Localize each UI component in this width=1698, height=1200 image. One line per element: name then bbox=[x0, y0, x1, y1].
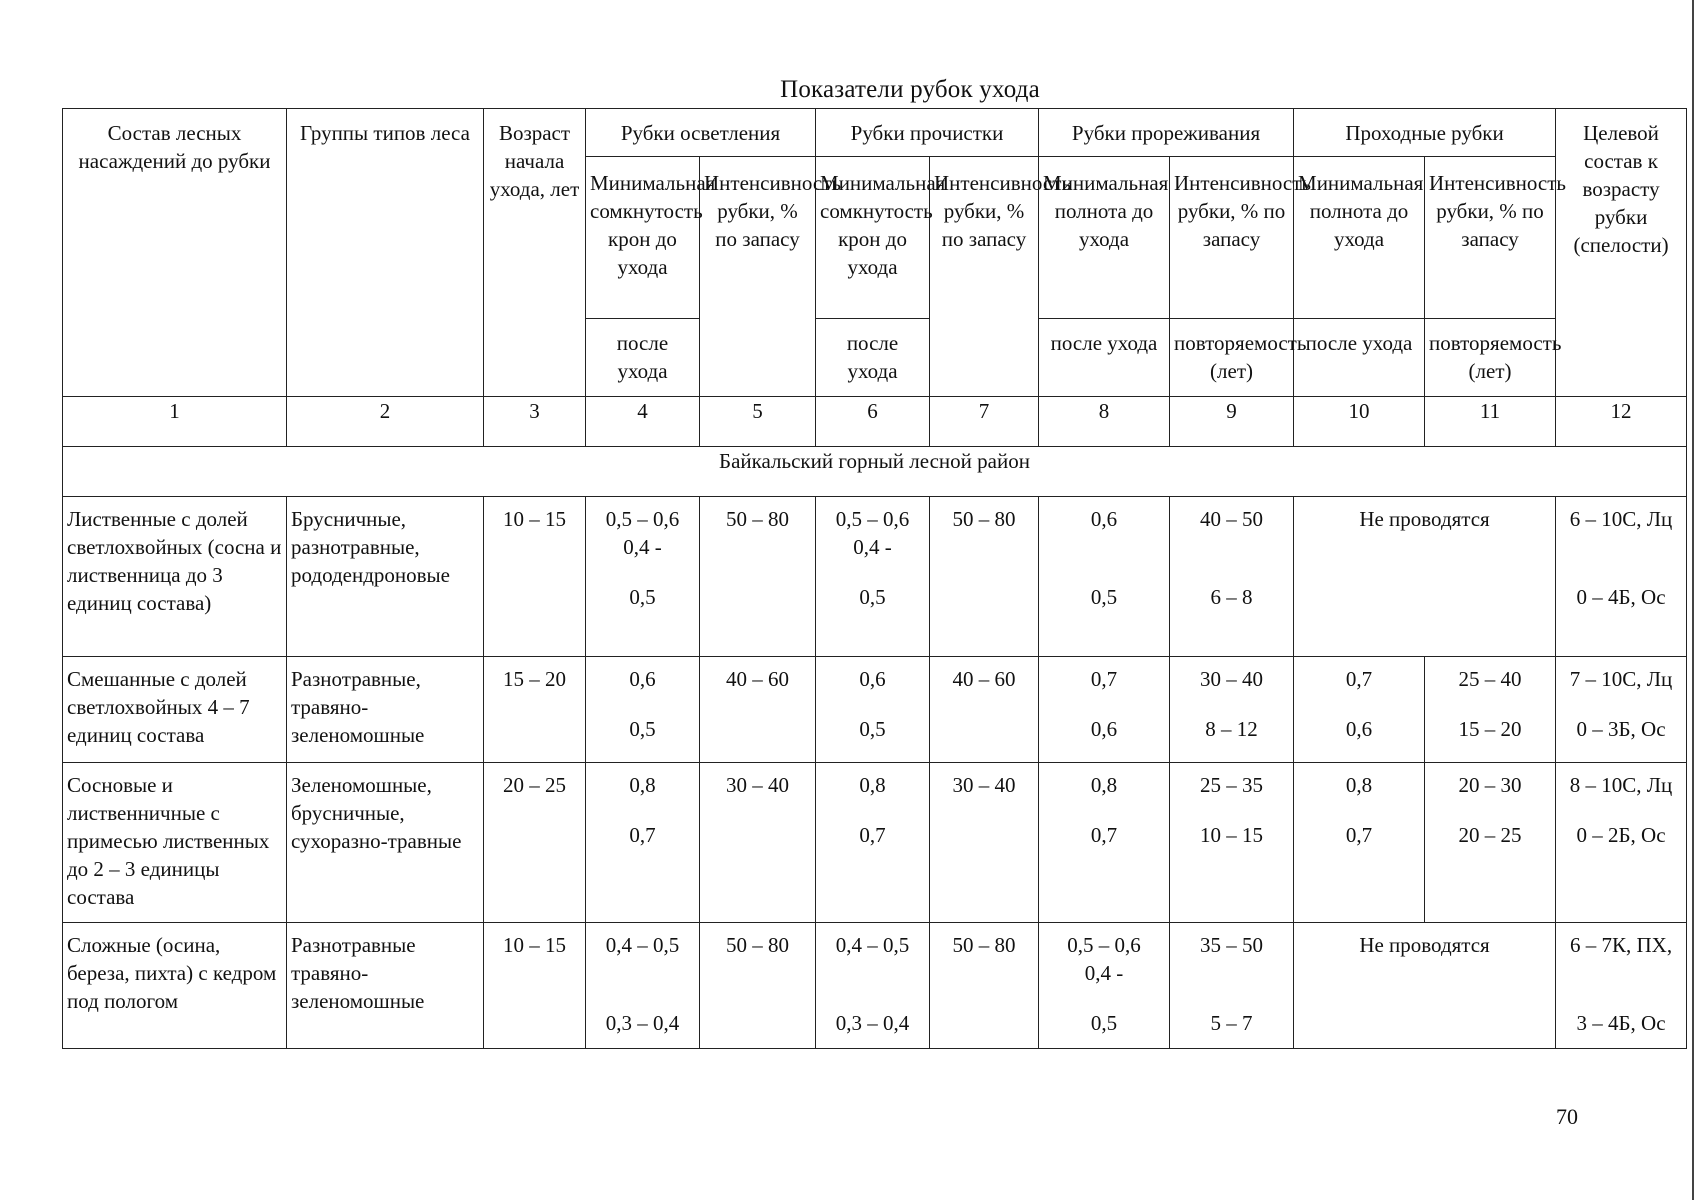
cell-osv-int: 30 – 40 bbox=[700, 763, 816, 923]
header-group-osv: Рубки осветления bbox=[586, 109, 816, 157]
region-heading: Байкальский горный лесной район bbox=[63, 447, 1687, 497]
header-prorezh-after: после ухода bbox=[1039, 319, 1170, 397]
header-prohod-repeat: повторяемость (лет) bbox=[1425, 319, 1556, 397]
cell-composition: Лиственные с долей светлохвойных (сосна и лиственница до 3 единиц состава) bbox=[63, 497, 287, 657]
column-number: 11 bbox=[1425, 397, 1556, 447]
cell-prorezh-min: 0,5 – 0,6 0,4 - 0,5 bbox=[1039, 923, 1170, 1049]
header-group-prorezh: Рубки прореживания bbox=[1039, 109, 1294, 157]
cell-osv-int: 50 – 80 bbox=[700, 923, 816, 1049]
header-prorezh-repeat: повторяемость (лет) bbox=[1170, 319, 1294, 397]
cell-proch-int: 30 – 40 bbox=[930, 763, 1039, 923]
header-forest-types: Группы типов леса bbox=[287, 109, 484, 397]
cell-prorezh-int: 35 – 50 5 – 7 bbox=[1170, 923, 1294, 1049]
column-number: 9 bbox=[1170, 397, 1294, 447]
cell-prorezh-int: 25 – 35 10 – 15 bbox=[1170, 763, 1294, 923]
header-prorezh-min: Минимальная полнота до ухода bbox=[1039, 157, 1170, 319]
cell-osv-min: 0,4 – 0,5 0,3 – 0,4 bbox=[586, 923, 700, 1049]
table-row bbox=[63, 923, 1687, 1049]
cell-proch-int: 50 – 80 bbox=[930, 923, 1039, 1049]
cell-prohod-min: 0,7 0,6 bbox=[1294, 657, 1425, 763]
column-number: 5 bbox=[700, 397, 816, 447]
cell-age: 20 – 25 bbox=[484, 763, 586, 923]
header-osv-min: Минимальная сомкнутость крон до ухода bbox=[586, 157, 700, 319]
cell-composition: Сложные (осина, береза, пихта) с кедром под пологом bbox=[63, 923, 287, 1049]
header-prohod-min: Минимальная полнота до ухода bbox=[1294, 157, 1425, 319]
column-number: 1 bbox=[63, 397, 287, 447]
header-group-proch: Рубки прочистки bbox=[816, 109, 1039, 157]
table-row bbox=[63, 657, 1687, 763]
header-proch-int: Интенсивность рубки, % по запасу bbox=[930, 157, 1039, 397]
header-prohod-int: Интенсивность рубки, % по запасу bbox=[1425, 157, 1556, 319]
table-row bbox=[63, 497, 1687, 657]
table-row bbox=[63, 763, 1687, 923]
cell-forest-types: Разнотравные травяно-зеленомошные bbox=[287, 923, 484, 1049]
header-composition: Состав лесных насаждений до рубки bbox=[63, 109, 287, 397]
cell-age: 10 – 15 bbox=[484, 923, 586, 1049]
cell-proch-min: 0,8 0,7 bbox=[816, 763, 930, 923]
cell-proch-min: 0,5 – 0,6 0,4 - 0,5 bbox=[816, 497, 930, 657]
cell-age: 10 – 15 bbox=[484, 497, 586, 657]
column-number: 10 bbox=[1294, 397, 1425, 447]
cell-proch-min: 0,6 0,5 bbox=[816, 657, 930, 763]
cell-prohod-int: 20 – 30 20 – 25 bbox=[1425, 763, 1556, 923]
cell-age: 15 – 20 bbox=[484, 657, 586, 763]
cell-prorezh-min: 0,8 0,7 bbox=[1039, 763, 1170, 923]
cell-prohod: Не проводятся bbox=[1294, 497, 1556, 657]
cell-proch-min: 0,4 – 0,5 0,3 – 0,4 bbox=[816, 923, 930, 1049]
cell-osv-min: 0,8 0,7 bbox=[586, 763, 700, 923]
column-number: 4 bbox=[586, 397, 700, 447]
column-numbers-row bbox=[63, 397, 1687, 447]
cutting-indicators-table bbox=[62, 108, 1687, 1049]
cell-prorezh-min: 0,6 0,5 bbox=[1039, 497, 1170, 657]
cell-prorezh-int: 30 – 40 8 – 12 bbox=[1170, 657, 1294, 763]
cell-forest-types: Зеленомошные, брусничные, сухоразно-травные bbox=[287, 763, 484, 923]
cell-target: 6 – 7К, ПХ, 3 – 4Б, Ос bbox=[1556, 923, 1687, 1049]
cell-forest-types: Брусничные, разнотравные, рододендроновые bbox=[287, 497, 484, 657]
cell-prohod-int: 25 – 40 15 – 20 bbox=[1425, 657, 1556, 763]
header-proch-after: после ухода bbox=[816, 319, 930, 397]
header-group-prohod: Проходные рубки bbox=[1294, 109, 1556, 157]
cell-forest-types: Разнотравные, травяно-зеленомошные bbox=[287, 657, 484, 763]
column-number: 3 bbox=[484, 397, 586, 447]
header-osv-int: Интенсивность рубки, % по запасу bbox=[700, 157, 816, 397]
cell-composition: Смешанные с долей светлохвойных 4 – 7 единиц состава bbox=[63, 657, 287, 763]
header-age: Возраст начала ухода, лет bbox=[484, 109, 586, 397]
scan-edge-line bbox=[1692, 0, 1694, 1200]
header-prohod-after: после ухода bbox=[1294, 319, 1425, 397]
cell-proch-int: 40 – 60 bbox=[930, 657, 1039, 763]
cell-prorezh-min: 0,7 0,6 bbox=[1039, 657, 1170, 763]
column-number: 12 bbox=[1556, 397, 1687, 447]
cell-osv-int: 50 – 80 bbox=[700, 497, 816, 657]
cell-target: 6 – 10С, Лц 0 – 4Б, Ос bbox=[1556, 497, 1687, 657]
page-number: 70 bbox=[1556, 1104, 1578, 1129]
cell-osv-min: 0,6 0,5 bbox=[586, 657, 700, 763]
header-target: Целевой состав к возрасту рубки (спелости) bbox=[1556, 109, 1687, 397]
column-number: 7 bbox=[930, 397, 1039, 447]
page-title: Показатели рубок ухода bbox=[780, 76, 1040, 103]
cell-proch-int: 50 – 80 bbox=[930, 497, 1039, 657]
column-number: 6 bbox=[816, 397, 930, 447]
cell-prorezh-int: 40 – 50 6 – 8 bbox=[1170, 497, 1294, 657]
cell-prohod: Не проводятся bbox=[1294, 923, 1556, 1049]
cell-target: 8 – 10С, Лц 0 – 2Б, Ос bbox=[1556, 763, 1687, 923]
column-number: 2 bbox=[287, 397, 484, 447]
cell-osv-int: 40 – 60 bbox=[700, 657, 816, 763]
cell-composition: Сосновые и лиственничные с примесью лиственных до 2 – 3 единицы состава bbox=[63, 763, 287, 923]
header-proch-min: Минимальная сомкнутость крон до ухода bbox=[816, 157, 930, 319]
header-prorezh-int: Интенсивность рубки, % по запасу bbox=[1170, 157, 1294, 319]
cell-osv-min: 0,5 – 0,6 0,4 - 0,5 bbox=[586, 497, 700, 657]
header-osv-after: после ухода bbox=[586, 319, 700, 397]
column-number: 8 bbox=[1039, 397, 1170, 447]
cell-target: 7 – 10С, Лц 0 – 3Б, Ос bbox=[1556, 657, 1687, 763]
cell-prohod-min: 0,8 0,7 bbox=[1294, 763, 1425, 923]
